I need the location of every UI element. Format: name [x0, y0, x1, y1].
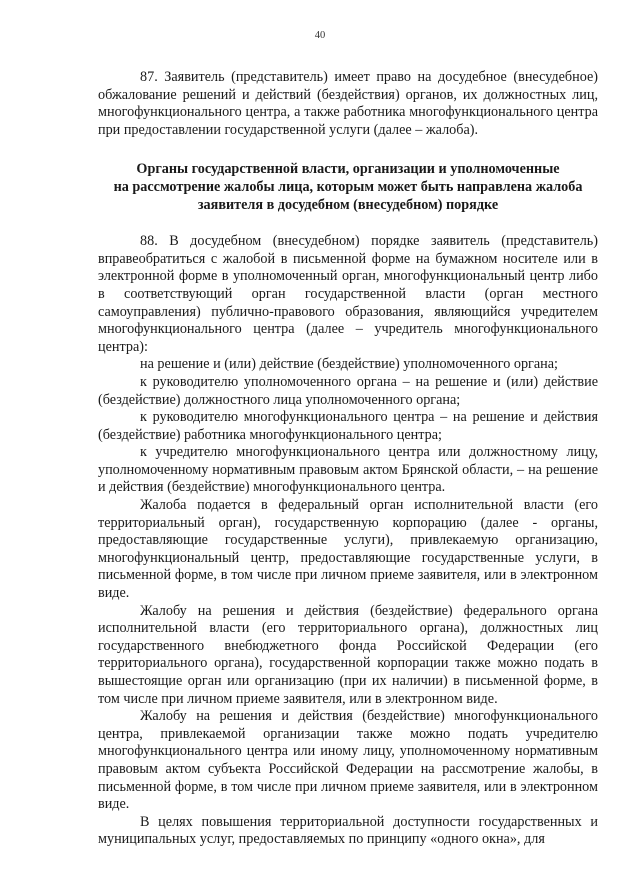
- list-item-authority-decision: на решение и (или) действие (бездействие) уполномоченного органа;: [140, 356, 559, 373]
- paragraph-territorial-access: В целях повышения территориальной доступности государственных и муниципальных услуг, предоставляемых по принципу «одного окна», для: [98, 813, 598, 848]
- heading-line-1: Органы государственной власти, организации и уполномоченные: [136, 161, 560, 178]
- list-item-mfc-founder: к учредителю многофункционального центра или должностному лицу, уполномоченному нормативным правовым актом Брянской области, – на решение и действия (бездействие) многофункционального центра.: [98, 444, 598, 496]
- paragraph-88: 88. В досудебном (внесудебном) порядке заявитель (представитель) вправеобратиться с жалобой в письменной форме на бумажном носителе или в электронной форме в уполномоченный орган, многофункциональный центр либо в соответствующий орган государственной власти (орган местного самоуправления) публично-правового образования, являющийся учредителем многофункционального центра (далее – учредитель многофункционального центра):: [98, 233, 598, 355]
- list-item-authority-head: к руководителю уполномоченного органа – на решение и (или) действие (бездействие) должностного лица уполномоченного органа;: [98, 373, 598, 408]
- heading-line-2: на рассмотрение жалобы лица, которым может быть направлена жалоба: [113, 178, 583, 195]
- page-number: 40: [314, 30, 326, 41]
- heading-line-3: заявителя в досудебном (внесудебном) порядке: [197, 196, 499, 213]
- list-item-mfc-head: к руководителю многофункционального центра – на решение и действия (бездействие) работника многофункционального центра;: [98, 409, 598, 443]
- paragraph-mfc-complaint: Жалобу на решения и действия (бездействие) многофункционального центра, привлекаемой организации также можно подать учредителю многофункционального центра или иному лицу, уполномоченному нормативным правовым актом субъекта Российской Федерации на рассмотрение жалобы, в письменной форме, в том числе при личном приеме заявителя, или в электронном виде.: [98, 708, 598, 813]
- paragraph-complaint-submission: Жалоба подается в федеральный орган исполнительной власти (его территориальный орган), государственную корпорацию (далее - органы, предоставляющие государственные услуги), привлекаемую организацию, многофункциональный центр, предоставляющие государственные услуги, в письменной форме, в том числе при личном приеме заявителя, или в электронном виде.: [98, 497, 598, 602]
- document-body: [98, 69, 598, 849]
- section-heading: [98, 161, 598, 214]
- paragraph-87: 87. Заявитель (представитель) имеет право на досудебное (внесудебное) обжалование решений и действий (бездействия) органов, их должностных лиц, многофункционального центра, а также работника многофункционального центра при предоставлении государственной услуги (далее – жалоба).: [98, 69, 598, 138]
- paragraph-federal-authority-complaint: Жалобу на решения и действия (бездействие) федерального органа исполнительной власти (его территориального органа), должностных лиц государственного внебюджетного фонда Российской Федерации (его территориального органа), государственной корпорации также можно подать в вышестоящие орган или организацию (при их наличии) в письменной форме, в том числе при личном приеме заявителя, или в электронном виде.: [98, 602, 598, 707]
